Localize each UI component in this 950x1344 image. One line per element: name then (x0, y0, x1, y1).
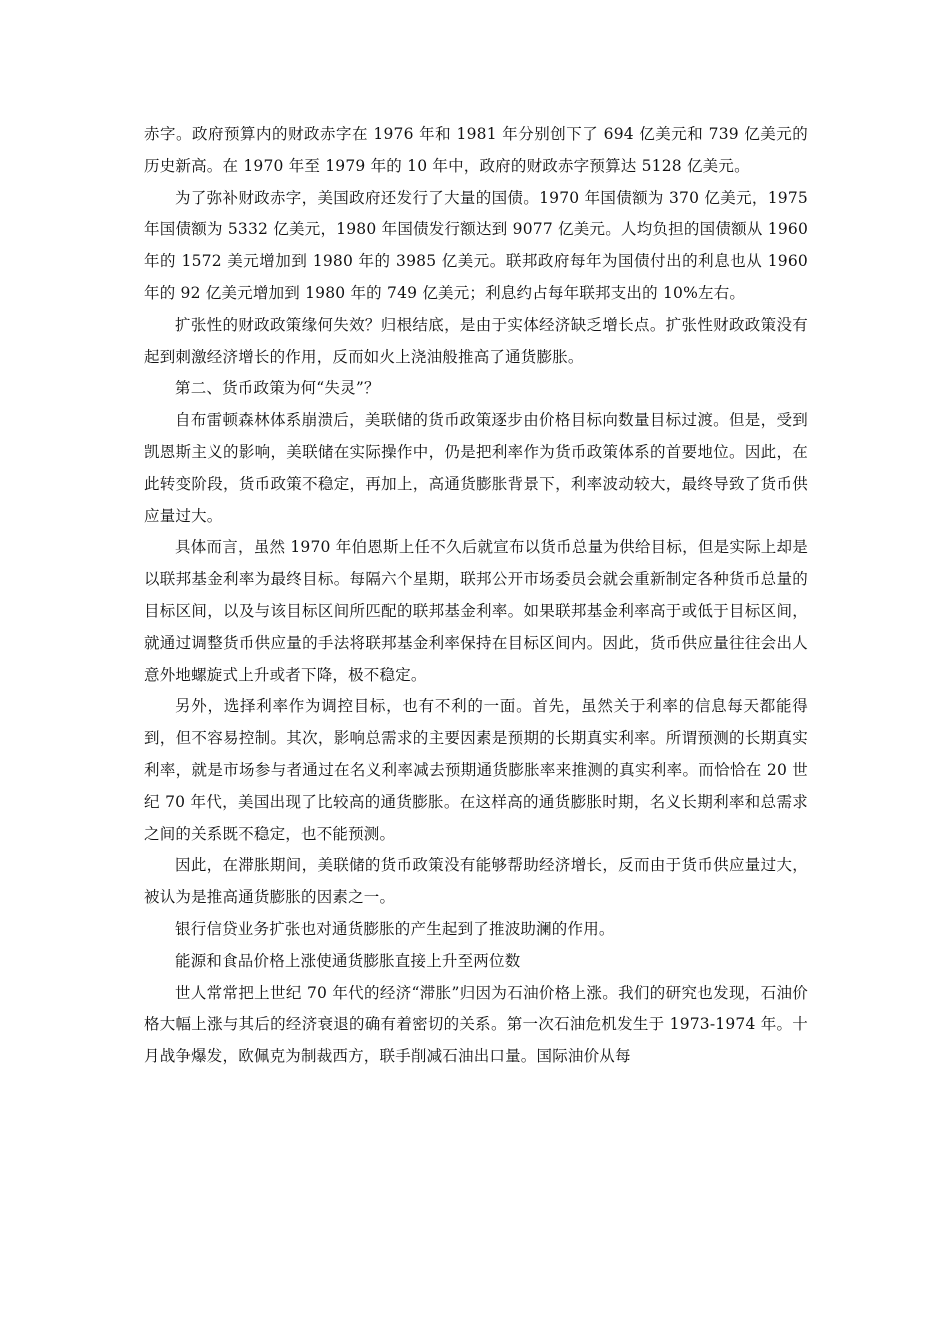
section-heading-monetary-policy: 第二、货币政策为何“失灵”？ (175, 379, 380, 398)
paragraph-stagflation-conclusion: 因此，在滞胀期间，美联储的货币政策没有能够帮助经济增长，反而由于货币供应量过大，被认为是推高通货膨胀的因素之一。 (144, 856, 808, 907)
section-heading-energy-food-prices: 能源和食品价格上涨使通货膨胀直接上升至两位数 (175, 951, 521, 970)
paragraph-fiscal-deficit: 赤字。政府预算内的财政赤字在 1976 年和 1981 年分别创下了 694 亿美元和 739 亿美元的历史新高。在 1970 年至 1979 年的 10 年中，政府的财政赤字预算达 5128 亿美元。 (144, 125, 808, 175)
body-text (144, 119, 808, 1073)
paragraph-bank-credit: 银行信贷业务扩张也对通货膨胀的产生起到了推波助澜的作用。 (175, 919, 615, 938)
paragraph-treasury-bonds: 为了弥补财政赤字，美国政府还发行了大量的国债。1970 年国债额为 370 亿美元，1975 年国债额为 5332 亿美元，1980 年国债发行额达到 9077 亿美元。人均负担的国债额从 1960 年的 1572 美元增加到 1980 年的 3985 亿美元。联邦政府每年为国债付出的利息也从 1960 年的 92 亿美元增加到 1980 年的 749 亿美元；利息约占每年联邦支出的 10%左右。 (144, 188, 808, 302)
paragraph-burns-money-supply: 具体而言，虽然 1970 年伯恩斯上任不久后就宣布以货币总量为供给目标，但是实际上却是以联邦基金利率为最终目标。每隔六个星期，联邦公开市场委员会就会重新制定各种货币总量的目标区间，以及与该目标区间所匹配的联邦基金利率。如果联邦基金利率高于或低于目标区间，就通过调整货币供应量的手法将联邦基金利率保持在目标区间内。因此，货币供应量往往会出人意外地螺旋式上升或者下降，极不稳定。 (144, 538, 808, 684)
paragraph-bretton-woods: 自布雷顿森林体系崩溃后，美联储的货币政策逐步由价格目标向数量目标过渡。但是，受到凯恩斯主义的影响，美联储在实际操作中，仍是把利率作为货币政策体系的首要地位。因此，在此转变阶段，货币政策不稳定，再加上，高通货膨胀背景下，利率波动较大，最终导致了货币供应量过大。 (144, 411, 808, 525)
paragraph-oil-crisis: 世人常常把上世纪 70 年代的经济“滞胀”归因为石油价格上涨。我们的研究也发现，石油价格大幅上涨与其后的经济衰退的确有着密切的关系。第一次石油危机发生于 1973-1974 年。十月战争爆发，欧佩克为制裁西方，联手削减石油出口量。国际油价从每 (144, 983, 808, 1066)
paragraph-interest-rate-target: 另外，选择利率作为调控目标，也有不利的一面。首先，虽然关于利率的信息每天都能得到，但不容易控制。其次，影响总需求的主要因素是预期的长期真实利率。所谓预测的长期真实利率，就是市场参与者通过在名义利率减去预期通货膨胀率来推测的真实利率。而恰恰在 20 世纪 70 年代，美国出现了比较高的通货膨胀。在这样高的通货膨胀时期，名义长期利率和总需求之间的关系既不稳定，也不能预测。 (144, 697, 808, 843)
paragraph-fiscal-policy-failure: 扩张性的财政政策缘何失效？归根结底，是由于实体经济缺乏增长点。扩张性财政政策没有起到刺激经济增长的作用，反而如火上浇油般推高了通货膨胀。 (144, 315, 808, 366)
